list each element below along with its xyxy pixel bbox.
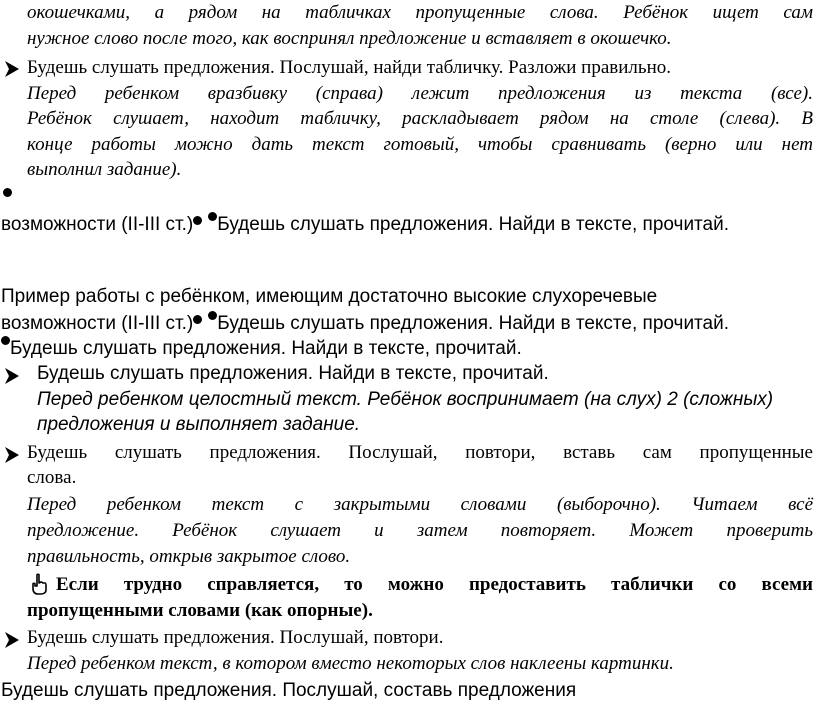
text-line <box>1 212 729 237</box>
text-fragment: возможности (II-III ст.) <box>1 214 194 235</box>
text-line: окошечками, а рядом на табличках пропущенные слова. Ребёнок ищет сам <box>27 2 813 23</box>
text-line: Перед ребенком целостный текст. Ребёнок воспринимает (на слух) 2 (сложных) <box>37 389 774 410</box>
text-line: правильность, открыв закрытое слово. <box>27 546 351 567</box>
round-bullet-icon <box>208 311 217 320</box>
text-line: Перед ребенком вразбивку (справа) лежит предложения из текста (все). <box>27 83 813 104</box>
text-line: выполнил задание). <box>27 159 182 180</box>
round-bullet-icon <box>193 315 202 324</box>
text-line: Будешь слушать предложения. Послушай, найди табличку. Разложи правильно. <box>27 57 671 78</box>
text-line: пропущенными словами (как опорные). <box>27 600 373 621</box>
text-line: Перед ребенком текст, в котором вместо некоторых слов наклеены картинки. <box>27 653 674 674</box>
text-fragment: Будешь слушать предложения. Найди в тексте, прочитай. <box>217 214 730 235</box>
text-line: Будешь слушать предложения. Послушай, повтори. <box>27 627 444 648</box>
text-line: нужное слово после того, как воспринял предложение и вставляет в окошечко. <box>27 28 672 49</box>
arrow-bullet-icon <box>4 631 20 649</box>
text-line: предложения и выполняет задание. <box>37 414 361 435</box>
round-bullet-icon <box>193 216 202 225</box>
text-line: Будешь слушать предложения. Послушай, повтори, вставь сам пропущенные <box>27 442 813 463</box>
round-bullet-icon <box>1 336 10 345</box>
text-line: слова. <box>27 467 77 488</box>
text-fragment: возможности (II-III ст.) <box>1 313 194 334</box>
text-fragment: Будешь слушать предложения. Найди в тексте, прочитай. <box>217 313 730 334</box>
arrow-bullet-icon <box>4 60 20 78</box>
arrow-bullet-icon <box>4 367 20 385</box>
text-line: Будешь слушать предложения. Найди в тексте, прочитай. <box>37 363 549 384</box>
arrow-bullet-icon <box>4 446 20 464</box>
pointing-hand-icon <box>30 573 48 595</box>
text-line: Пример работы с ребёнком, имеющим достаточно высокие слухоречевые <box>1 286 658 307</box>
text-fragment: Будешь слушать предложения. Найди в тексте, прочитай. <box>10 338 522 359</box>
text-line: Будешь слушать предложения. Послушай, составь предложения <box>1 680 577 701</box>
round-bullet-icon <box>208 212 217 221</box>
text-line <box>1 311 729 336</box>
round-bullet-icon <box>3 188 12 197</box>
text-line: Ребёнок слушает, находит табличку, раскладывает рядом на столе (слева). В <box>27 108 813 129</box>
text-line <box>1 336 522 361</box>
text-line: Перед ребенком текст с закрытыми словами (выборочно). Читаем всё <box>27 494 813 515</box>
text-line: Если трудно справляется, то можно предоставить таблички со всеми <box>56 574 813 595</box>
text-line: конце работы можно дать текст готовый, чтобы сравнивать (верно или нет <box>27 134 813 155</box>
text-line: предложение. Ребёнок слушает и затем повторяет. Может проверить <box>27 520 813 541</box>
